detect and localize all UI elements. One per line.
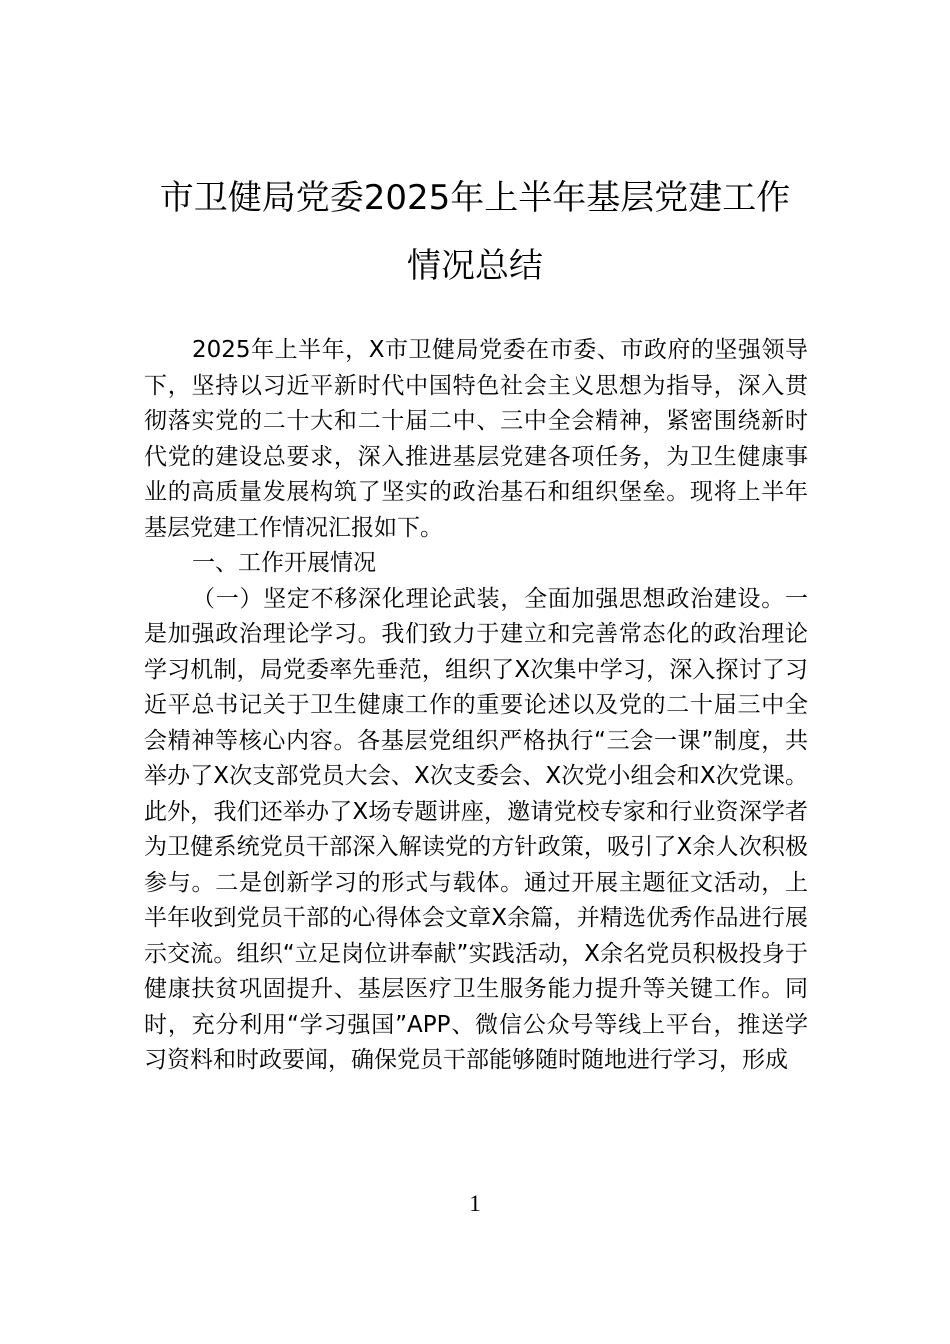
section-heading: 一、工作开展情况 [192,550,376,576]
intro-paragraph: 2025年上半年，X市卫健局党委在市委、市政府的坚强领导下，坚持以习近平新时代中国特色社会主义思想为指导，深入贯彻落实党的二十大和二十届二中、三中全会精神，紧密围绕新时代党的建设总要求，深入推进基层党建各项任务，为卫生健康事业的高质量发展构筑了坚实的政治基石和组织堡垒。现将上半年基层党建工作情况汇报如下。 [144,337,808,541]
document-title-line-2: 情况总结 [407,246,543,286]
page-number: 1 [469,1191,481,1216]
section-paragraph: （一）坚定不移深化理论武装，全面加强思想政治建设。一是加强政治理论学习。我们致力于建立和完善常态化的政治理论学习机制，局党委率先垂范，组织了X次集中学习，深入探讨了习近平总书记关于卫生健康工作的重要论述以及党的二十届三中全会精神等核心内容。各基层党组织严格执行“三会一课”制度，共举办了X次支部党员大会、X次支委会、X次党小组会和X次党课。此外，我们还举办了X场专题讲座，邀请党校专家和行业资深学者为卫健系统党员干部深入解读党的方针政策，吸引了X余人次积极参与。二是创新学习的形式与载体。通过开展主题征文活动，上半年收到党员干部的心得体会文章X余篇，并精选优秀作品进行展示交流。组织“立足岗位讲奉献”实践活动，X余名党员积极投身于健康扶贫巩固提升、基层医疗卫生服务能力提升等关键工作。同时，充分利用“学习强国”APP、微信公众号等线上平台，推送学习资料和时政要闻，确保党员干部能够随时随地进行学习，形成 [144,585,808,1073]
document-title-line-1: 市卫健局党委2025年上半年基层党建工作 [159,178,791,218]
document-body [144,333,808,1079]
